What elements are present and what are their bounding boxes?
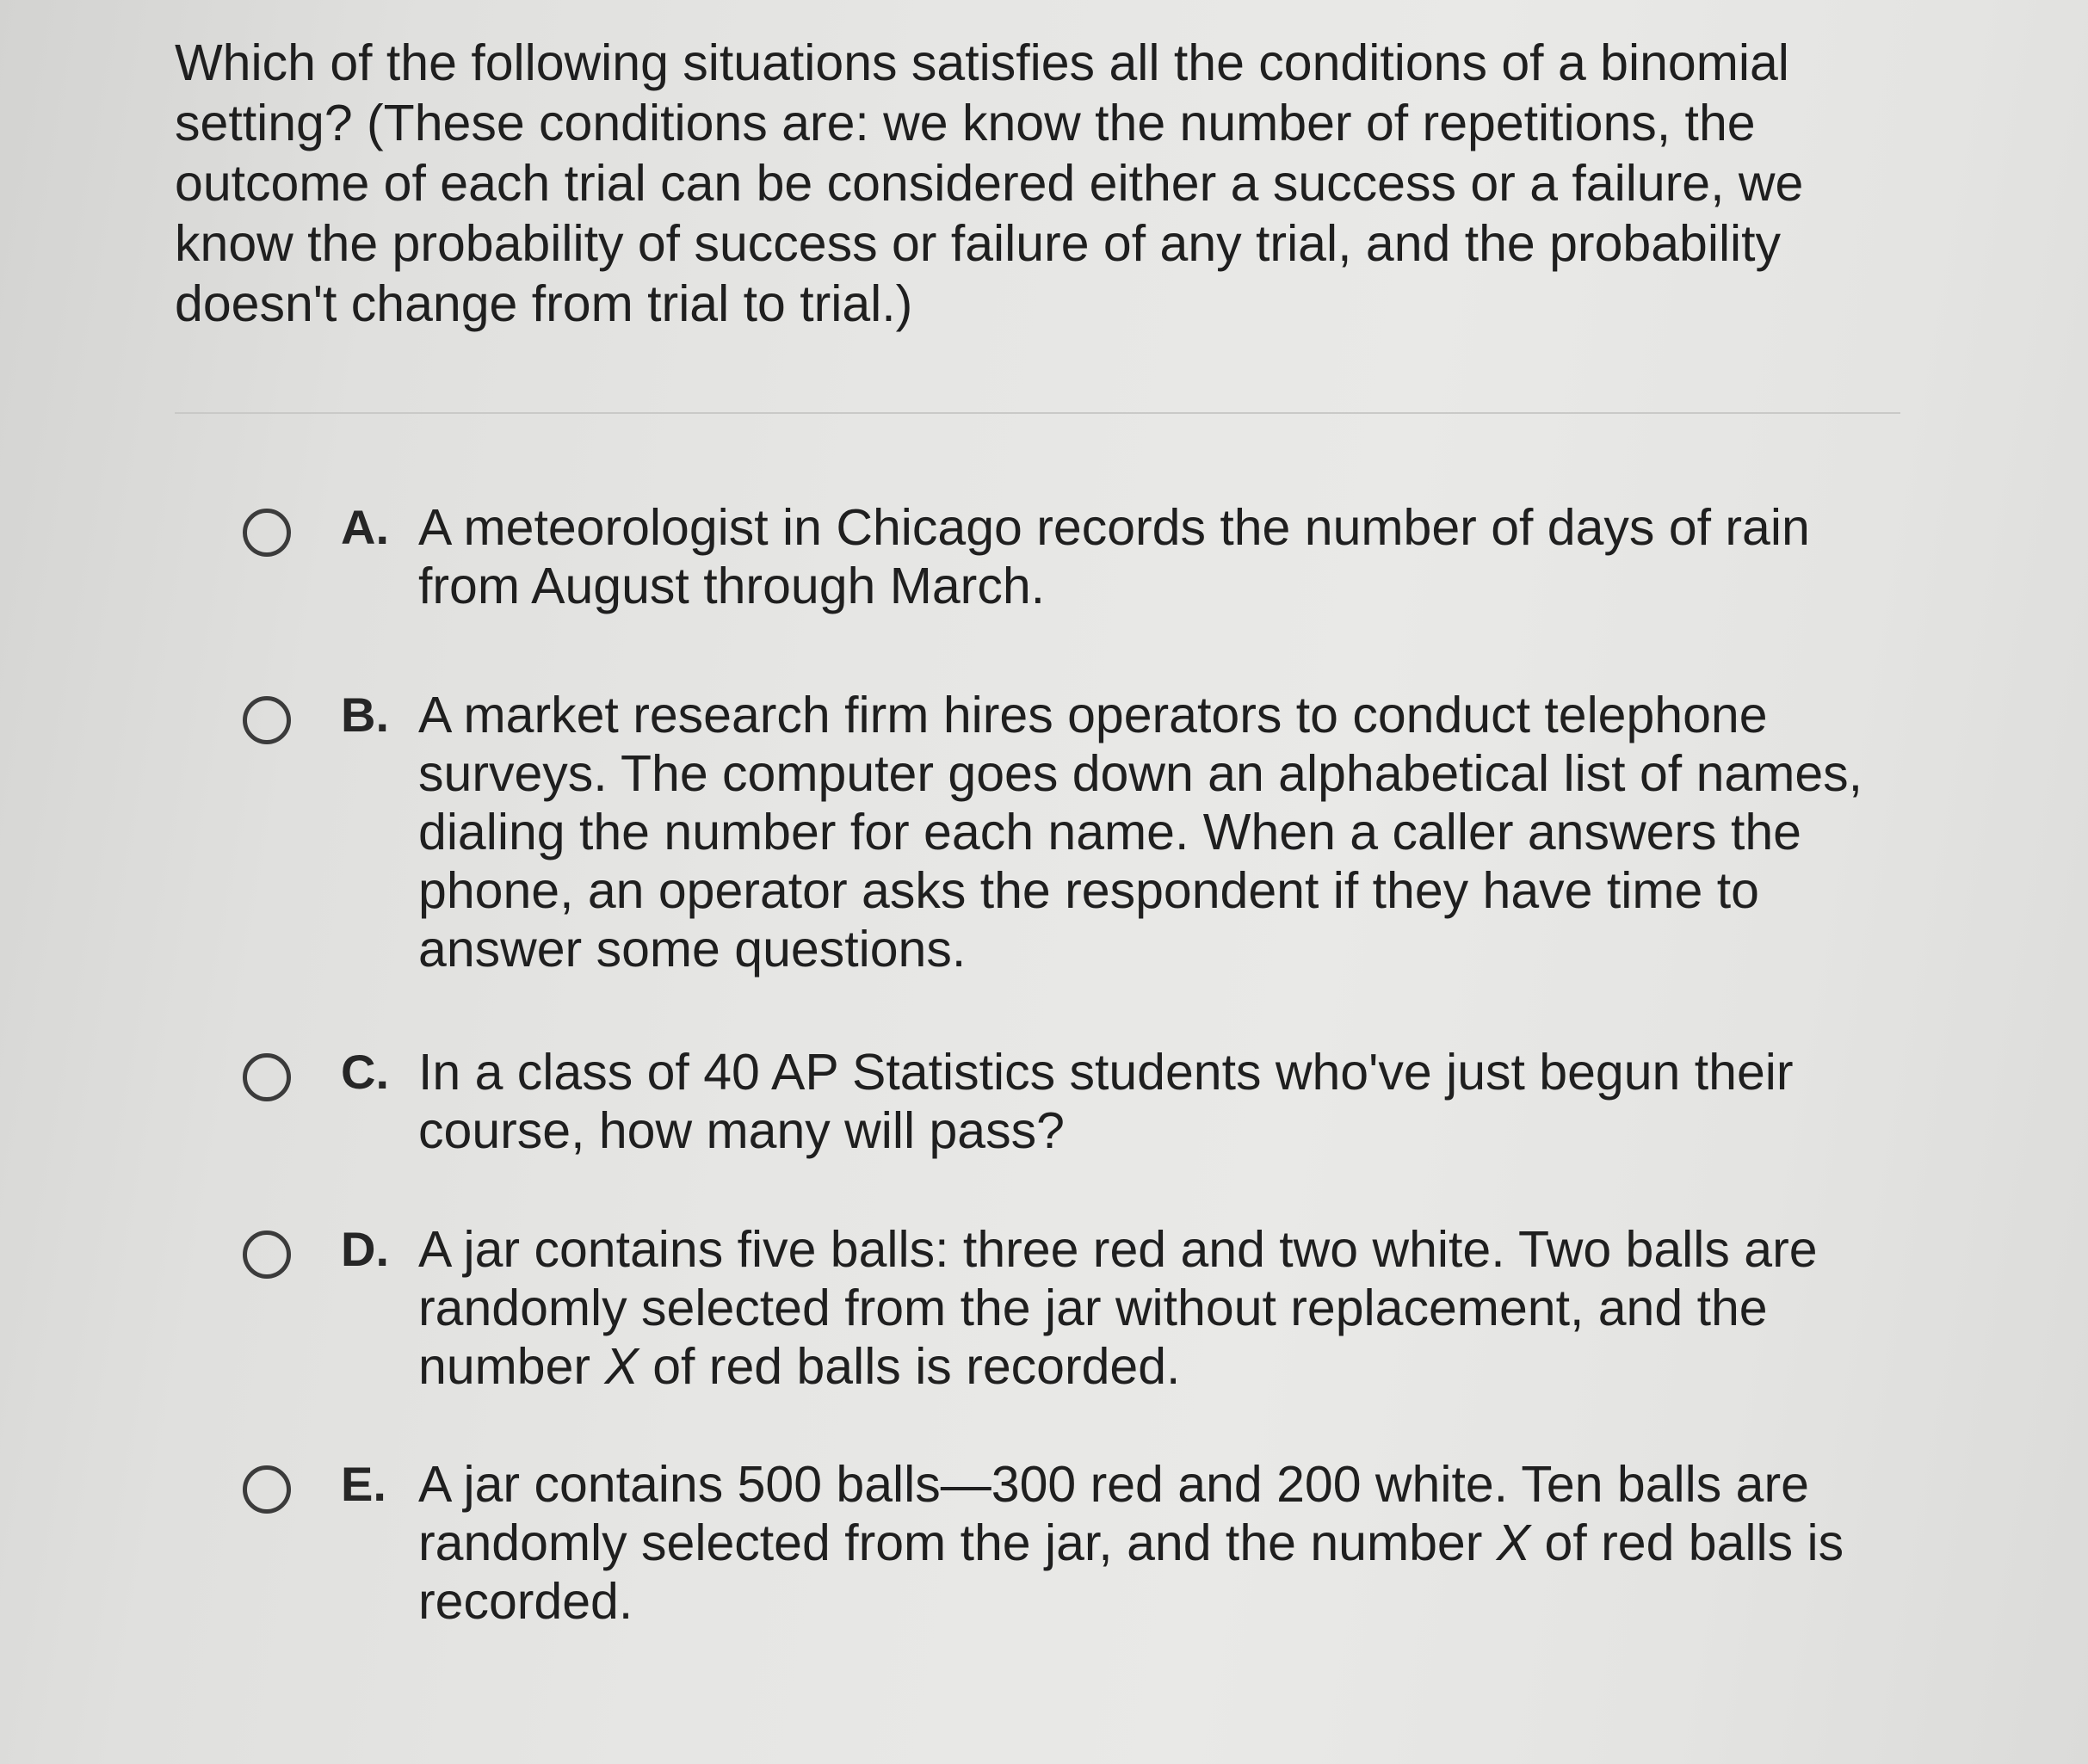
option-line: randomly selected from the jar without replacement, and the bbox=[418, 1280, 1768, 1336]
variable-x: X bbox=[1496, 1514, 1531, 1571]
question-line: doesn't change from trial to trial.) bbox=[175, 275, 913, 332]
option-line: A jar contains five balls: three red and two white. Two balls are bbox=[418, 1221, 1818, 1278]
option-line: answer some questions. bbox=[418, 921, 967, 978]
radio-button-b[interactable] bbox=[243, 696, 291, 744]
option-line: from August through March. bbox=[418, 558, 1046, 614]
option-line: A jar contains 500 balls—300 red and 200 white. Ten balls are bbox=[418, 1456, 1809, 1513]
radio-button-a[interactable] bbox=[243, 509, 291, 557]
text-fragment: randomly selected from the jar, and the number bbox=[418, 1514, 1497, 1571]
option-letter-b: B. bbox=[341, 688, 389, 742]
option-text-e bbox=[418, 1455, 1844, 1631]
question-line: setting? (These conditions are: we know the number of repetitions, the bbox=[175, 95, 1756, 151]
option-line: course, how many will pass? bbox=[418, 1102, 1065, 1159]
text-fragment: number bbox=[418, 1338, 605, 1395]
option-letter-a: A. bbox=[341, 500, 389, 554]
radio-button-d[interactable] bbox=[243, 1230, 291, 1279]
option-letter-e: E. bbox=[341, 1457, 386, 1511]
option-text-a bbox=[418, 498, 1810, 615]
text-fragment: of red balls is bbox=[1530, 1514, 1844, 1571]
text-fragment: of red balls is recorded. bbox=[638, 1338, 1181, 1395]
option-line bbox=[418, 1514, 1844, 1572]
radio-button-c[interactable] bbox=[243, 1053, 291, 1101]
question-line: know the probability of success or failure of any trial, and the probability bbox=[175, 215, 1782, 272]
option-line: A meteorologist in Chicago records the number of days of rain bbox=[418, 499, 1810, 556]
option-line: dialing the number for each name. When a caller answers the bbox=[418, 804, 1801, 860]
option-text-c bbox=[418, 1043, 1794, 1160]
option-line: recorded. bbox=[418, 1573, 633, 1630]
option-text-d bbox=[418, 1220, 1818, 1396]
question-line: Which of the following situations satisfies all the conditions of a binomial bbox=[175, 34, 1789, 91]
option-letter-d: D. bbox=[341, 1222, 389, 1276]
option-line bbox=[418, 1337, 1818, 1396]
option-line: A market research firm hires operators to conduct telephone bbox=[418, 687, 1768, 743]
divider bbox=[175, 412, 1900, 414]
option-line: phone, an operator asks the respondent if they have time to bbox=[418, 862, 1759, 919]
radio-button-e[interactable] bbox=[243, 1465, 291, 1514]
variable-x: X bbox=[604, 1338, 639, 1395]
option-text-b bbox=[418, 686, 1863, 978]
question-line: outcome of each trial can be considered either a success or a failure, we bbox=[175, 155, 1804, 212]
question-prompt bbox=[175, 33, 1896, 334]
option-line: In a class of 40 AP Statistics students who've just begun their bbox=[418, 1044, 1794, 1101]
option-line: surveys. The computer goes down an alphabetical list of names, bbox=[418, 745, 1863, 802]
option-letter-c: C. bbox=[341, 1045, 389, 1099]
